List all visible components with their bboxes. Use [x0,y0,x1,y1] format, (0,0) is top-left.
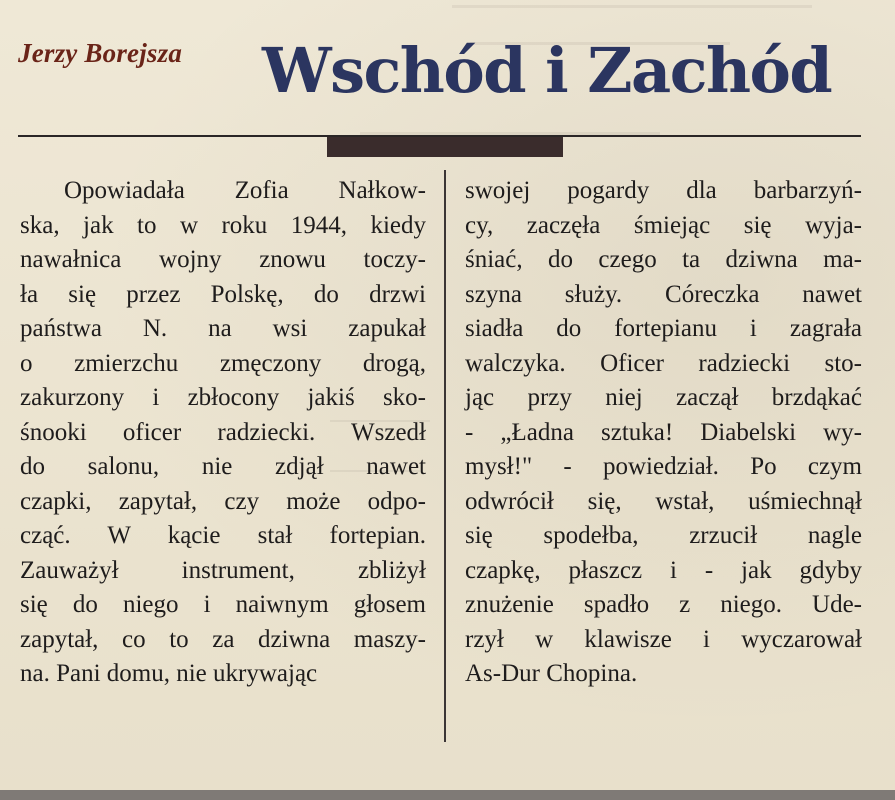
article-line: walczyka. Oficer radziecki sto- [465,349,862,377]
article-line: znużenie spadło z niego. Ude- [465,591,862,618]
article-line: państwa N. na wsi zapukał [20,315,426,342]
article-line: nawałnica wojny znowu toczy- [20,246,426,273]
column-divider [444,170,446,742]
article-author: Jerzy Borejsza [18,38,183,68]
bottom-rule [0,790,895,800]
article-line: jąc przy niej zaczął brzdąkać [465,384,862,411]
article-line: cy, zaczęła śmiejąc się wyja- [465,211,862,239]
article-line: Zauważył instrument, zbliżył [20,556,426,584]
article-column-right [465,174,862,692]
article-line: cząć. W kącie stał fortepian. [20,522,426,549]
article-line: śnooki oficer radziecki. Wszedł [20,418,426,446]
article-line: na. Pani domu, nie ukrywając [20,660,318,687]
article-line: czapkę, płaszcz i - jak gdyby [465,556,862,584]
article-line: się spodełba, zrzucił nagle [465,522,862,549]
article-line: ła się przez Polskę, do drzwi [20,280,426,308]
article-line: rzył w klawisze i wyczarował [465,625,862,653]
article-line: swojej pogardy dla barbarzyń- [465,177,862,204]
article-line: odwrócił się, wstał, uśmiechnął [465,487,862,515]
article-line: śniać, do czego ta dziwna ma- [465,246,862,273]
article-line: Opowiadała Zofia Nałkow- [64,177,426,204]
article-line: do salonu, nie zdjął nawet [20,453,426,480]
article-line: - „Ładna sztuka! Diabelski wy- [465,418,862,446]
show-through-mark [452,5,812,8]
article-line: ska, jak to w roku 1944, kiedy [20,211,426,239]
article-line: się do niego i naiwnym głosem [20,591,426,618]
article-line: As-Dur Chopina. [465,660,638,687]
article-title: Wschód i Zachód [262,34,832,107]
article-line: o zmierzchu zmęczony drogą, [20,349,426,377]
header-rule-bar [327,137,563,157]
article-line: szyna służy. Córeczka nawet [465,280,862,308]
article-line: zakurzony i zbłocony jakiś sko- [20,384,426,411]
article-column-left [20,174,426,692]
article-line: siadła do fortepianu i zagrała [465,315,862,342]
article-line: zapytał, co to za dziwna maszy- [20,625,426,653]
article-line: czapki, zapytał, czy może odpo- [20,487,426,515]
article-line: mysł!" - powiedział. Po czym [465,453,862,480]
